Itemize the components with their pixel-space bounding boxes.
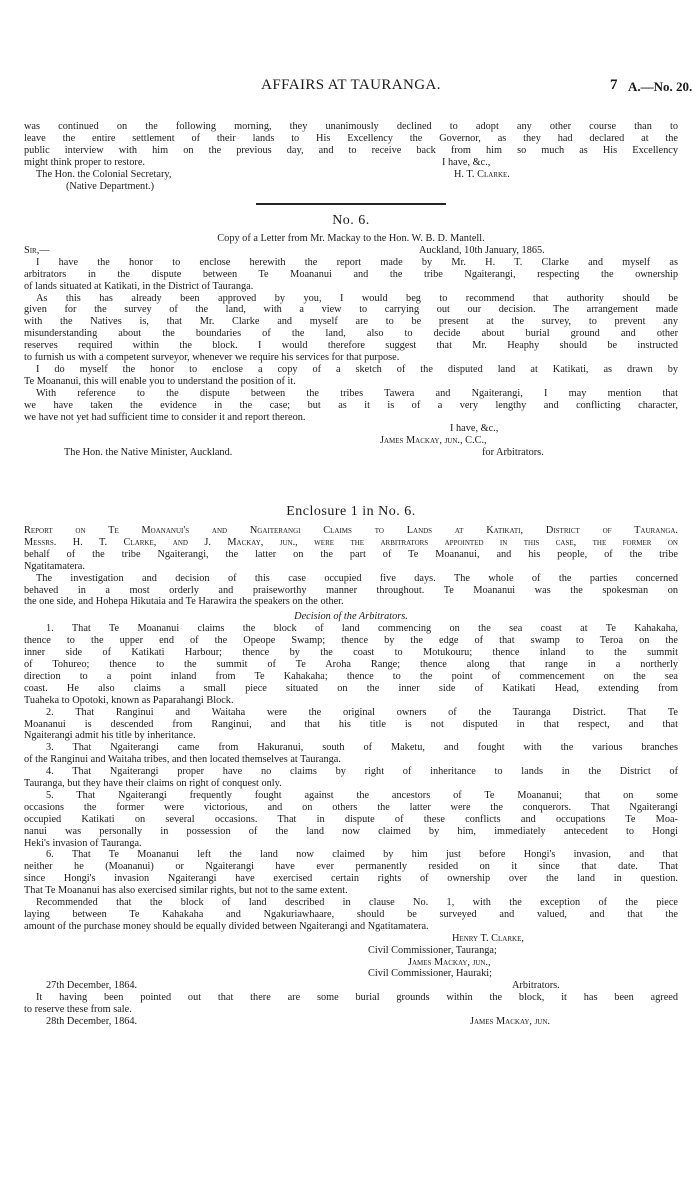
decision-heading: Decision of the Arbitrators. xyxy=(294,611,408,623)
text-line: to reserve these from sale. xyxy=(24,1004,132,1016)
text-line: the one side, and Hohepa Hikutaia and Te Harawira the speakers on the other. xyxy=(24,596,344,608)
signer: H. T. Clarke. xyxy=(454,168,510,180)
text-line: direction to a point inland from Te Kahakaha; thence to the point of commencement on the sea xyxy=(24,670,678,682)
text-line: Tuaheka to Opotoki, known as Paparahangi Block. xyxy=(24,694,234,706)
text-line: to furnish us with a competent surveyor, whenever we require his services for that purpose. xyxy=(24,352,400,364)
text-line: I do myself the honor to enclose a copy of a sketch of the disputed land at Katikati, as drawn by xyxy=(36,363,678,375)
text-line: 3. That Ngaiterangi came from Hakuranui, south of Maketu, and fought with the various branches xyxy=(46,742,678,754)
text-line: Moananui is descended from Ranginui, and that his title is not disputed in that respect, and that xyxy=(24,718,678,730)
text-line: Tauranga, but they have their claims on right of conquest only. xyxy=(24,778,282,790)
enclosure-section xyxy=(24,504,678,1028)
signature-name: James Mackay, jun., xyxy=(408,956,491,968)
text-line: coast. He also claims a small piece situated on the inner side of Katikati Head, extending from xyxy=(24,682,678,694)
department: (Native Department.) xyxy=(66,180,155,192)
text-line: public interview with him on the previous day, and to receive back from him so much as His Excellency xyxy=(24,144,678,156)
text-line: Heki's invasion of Tauranga. xyxy=(24,837,142,849)
text-line: of lands situated at Katikati, in the District of Tauranga. xyxy=(24,280,254,292)
text-line: 4. That Ngaiterangi proper have no claims by right of inheritance to lands in the District of xyxy=(46,766,678,778)
letter-title: Copy of a Letter from Mr. Mackay to the Hon. W. B. D. Mantell. xyxy=(217,233,485,244)
place-date: Auckland, 10th January, 1865. xyxy=(419,244,545,256)
salutation: Sir,— xyxy=(24,244,50,256)
text-line: Te Moananui, this will enable you to understand the position of it. xyxy=(24,375,296,387)
text-line: laying between Te Kahakaha and Ngakuriawhaare, should be surveyed and valued, and that the xyxy=(24,909,678,920)
text-line: given for the survey of the land, with a view to carrying out our decision. The arrangement made xyxy=(24,304,678,316)
enclosure-title: Enclosure 1 in No. 6. xyxy=(286,504,416,519)
text-line: Messrs. H. T. Clarke, and J. Mackay, jun., were the arbitrators appointed in this case, the former on xyxy=(24,536,678,548)
text-line: amount of the purchase money should be equally divided between Ngaiterangi and Ngatitamatera. xyxy=(24,920,429,932)
text-line: with the Natives is, that Mr. Clarke and myself are to be present at the survey, to prevent any xyxy=(24,316,678,328)
text-line: of the Ranginui and Waitaha tribes, and then located themselves at Tauranga. xyxy=(24,754,341,766)
text-line: occasions the former were victorious, and on others the latter were the conquerors. That Ngaiterangi xyxy=(24,801,678,813)
text-line: 5. That Ngaiterangi frequently fought against the ancestors of Te Moananui; that on some xyxy=(46,789,678,801)
signature-name: Henry T. Clarke, xyxy=(452,932,524,944)
text-line: arbitrators in the dispute between Te Moananui and the tribe Ngaiterangi, respecting the ownership xyxy=(24,268,678,280)
signature-title: Civil Commissioner, Hauraki; xyxy=(368,968,492,980)
text-line: might think proper to restore. xyxy=(24,156,145,168)
text-line: we have not yet had sufficient time to consider it and report thereon. xyxy=(24,411,306,423)
text-line: occupied Katikati on several occasions. That in dispute of these conflicts and occupations Te Moa- xyxy=(24,813,678,825)
sign-off: I have, &c., xyxy=(442,156,491,168)
text-line: neither he (Moananui) or Ngaiterangi have ever permanently resided on it since that date. That xyxy=(24,861,678,873)
addressee: The Hon. the Colonial Secretary, xyxy=(36,168,172,180)
text-line: As this has already been approved by you, I would beg to recommend that authority should be xyxy=(36,292,678,304)
arbitrators-role: Arbitrators. xyxy=(512,980,560,992)
text-line: behaved in a most orderly and praiseworthy manner throughout. Te Moananui was the spokesman on xyxy=(24,584,678,596)
report-heading: Report on Te Moananui's and Ngaiterangi Claims to Lands at Katikati, District of Tauranga. xyxy=(24,525,678,536)
text-line: Ngaiterangi admit his title by inheritance. xyxy=(24,730,196,742)
parliamentary-reference: A.—No. 20. xyxy=(628,79,693,94)
addressee: The Hon. the Native Minister, Auckland. xyxy=(64,447,233,459)
text-line: nanui was personally in possession of the land now claimed by him, immediately antecedent to Hongi xyxy=(24,825,678,837)
text-line: inner side of Katikati Harbour; thence by the coast to Motukouru; thence inland to the summit xyxy=(24,647,678,659)
text-line: behalf of the tribe Ngaiterangi, the latter on the part of Te Moananui, and his people, of the tribe xyxy=(24,548,678,560)
date: 27th December, 1864. xyxy=(46,980,138,992)
page-header xyxy=(24,77,693,96)
letter-section xyxy=(24,213,678,459)
text-line: we have taken the evidence in the case; but as it is of a very lengthy and conflicting character, xyxy=(24,399,678,411)
text-line: since Hongi's invasion Ngaiterangi have exercised certain rights of ownership over the land in question. xyxy=(24,873,678,885)
text-line: was continued on the following morning, they unanimously declined to adopt any other course than to xyxy=(24,121,678,132)
text-line: With reference to the dispute between the tribes Tawera and Ngaiterangi, I may mention that xyxy=(36,387,678,399)
text-line: 1. That Te Moananui claims the block of land commencing on the sea coast at Te Kahakaha, xyxy=(46,623,678,635)
date: 28th December, 1864. xyxy=(46,1016,138,1028)
text-line: I have the honor to enclose herewith the report made by Mr. H. T. Clarke and myself as xyxy=(36,256,678,268)
text-line: 2. That Ranginui and Waitaha were the original owners of the Tauranga District. That Te xyxy=(46,706,678,718)
intro-section xyxy=(24,121,678,192)
page-number: 7 xyxy=(610,77,618,93)
text-line: leave the entire settlement of their lands to His Excellency the Governor, as they had declared at the xyxy=(24,132,678,144)
text-line: 6. That Te Moananui left the land now claimed by him just before Hongi's invasion, and that xyxy=(46,849,678,861)
letter-number: No. 6. xyxy=(332,213,370,228)
signature-title: Civil Commissioner, Tauranga; xyxy=(368,944,497,956)
running-title: AFFAIRS AT TAURANGA. xyxy=(261,77,441,93)
text-line: The investigation and decision of this case occupied five days. The whole of the parties concerned xyxy=(36,572,678,584)
text-line: of Tohureo; thence to the summit of Te Aroha Range; thence along that range in a northerly xyxy=(24,658,678,670)
signer-role: for Arbitrators. xyxy=(482,447,544,459)
text-line: thence to the upper end of the Opeope Swamp; thence by the edge of that swamp to Teroa on the xyxy=(24,635,678,647)
text-line: That Te Moananui has also exercised similar rights, but not to the same extent. xyxy=(24,885,348,897)
text-line: Recommended that the block of land described in clause No. 1, with the exception of the piece xyxy=(36,897,678,909)
section-divider xyxy=(256,203,446,205)
text-line: It having been pointed out that there are some burial grounds within the block, it has been agreed xyxy=(36,992,678,1004)
text-line: reserves required within the block. I would therefore suggest that Mr. Heaphy should be instructed xyxy=(24,340,678,352)
signer: James Mackay, jun., C.C., xyxy=(380,435,487,447)
final-signer: James Mackay, jun. xyxy=(470,1016,550,1028)
text-line: Ngatitamatera. xyxy=(24,560,85,572)
sign-off: I have, &c., xyxy=(450,423,499,435)
text-line: misunderstanding about the boundaries of the land, also to decide about burial ground and other xyxy=(24,328,678,340)
